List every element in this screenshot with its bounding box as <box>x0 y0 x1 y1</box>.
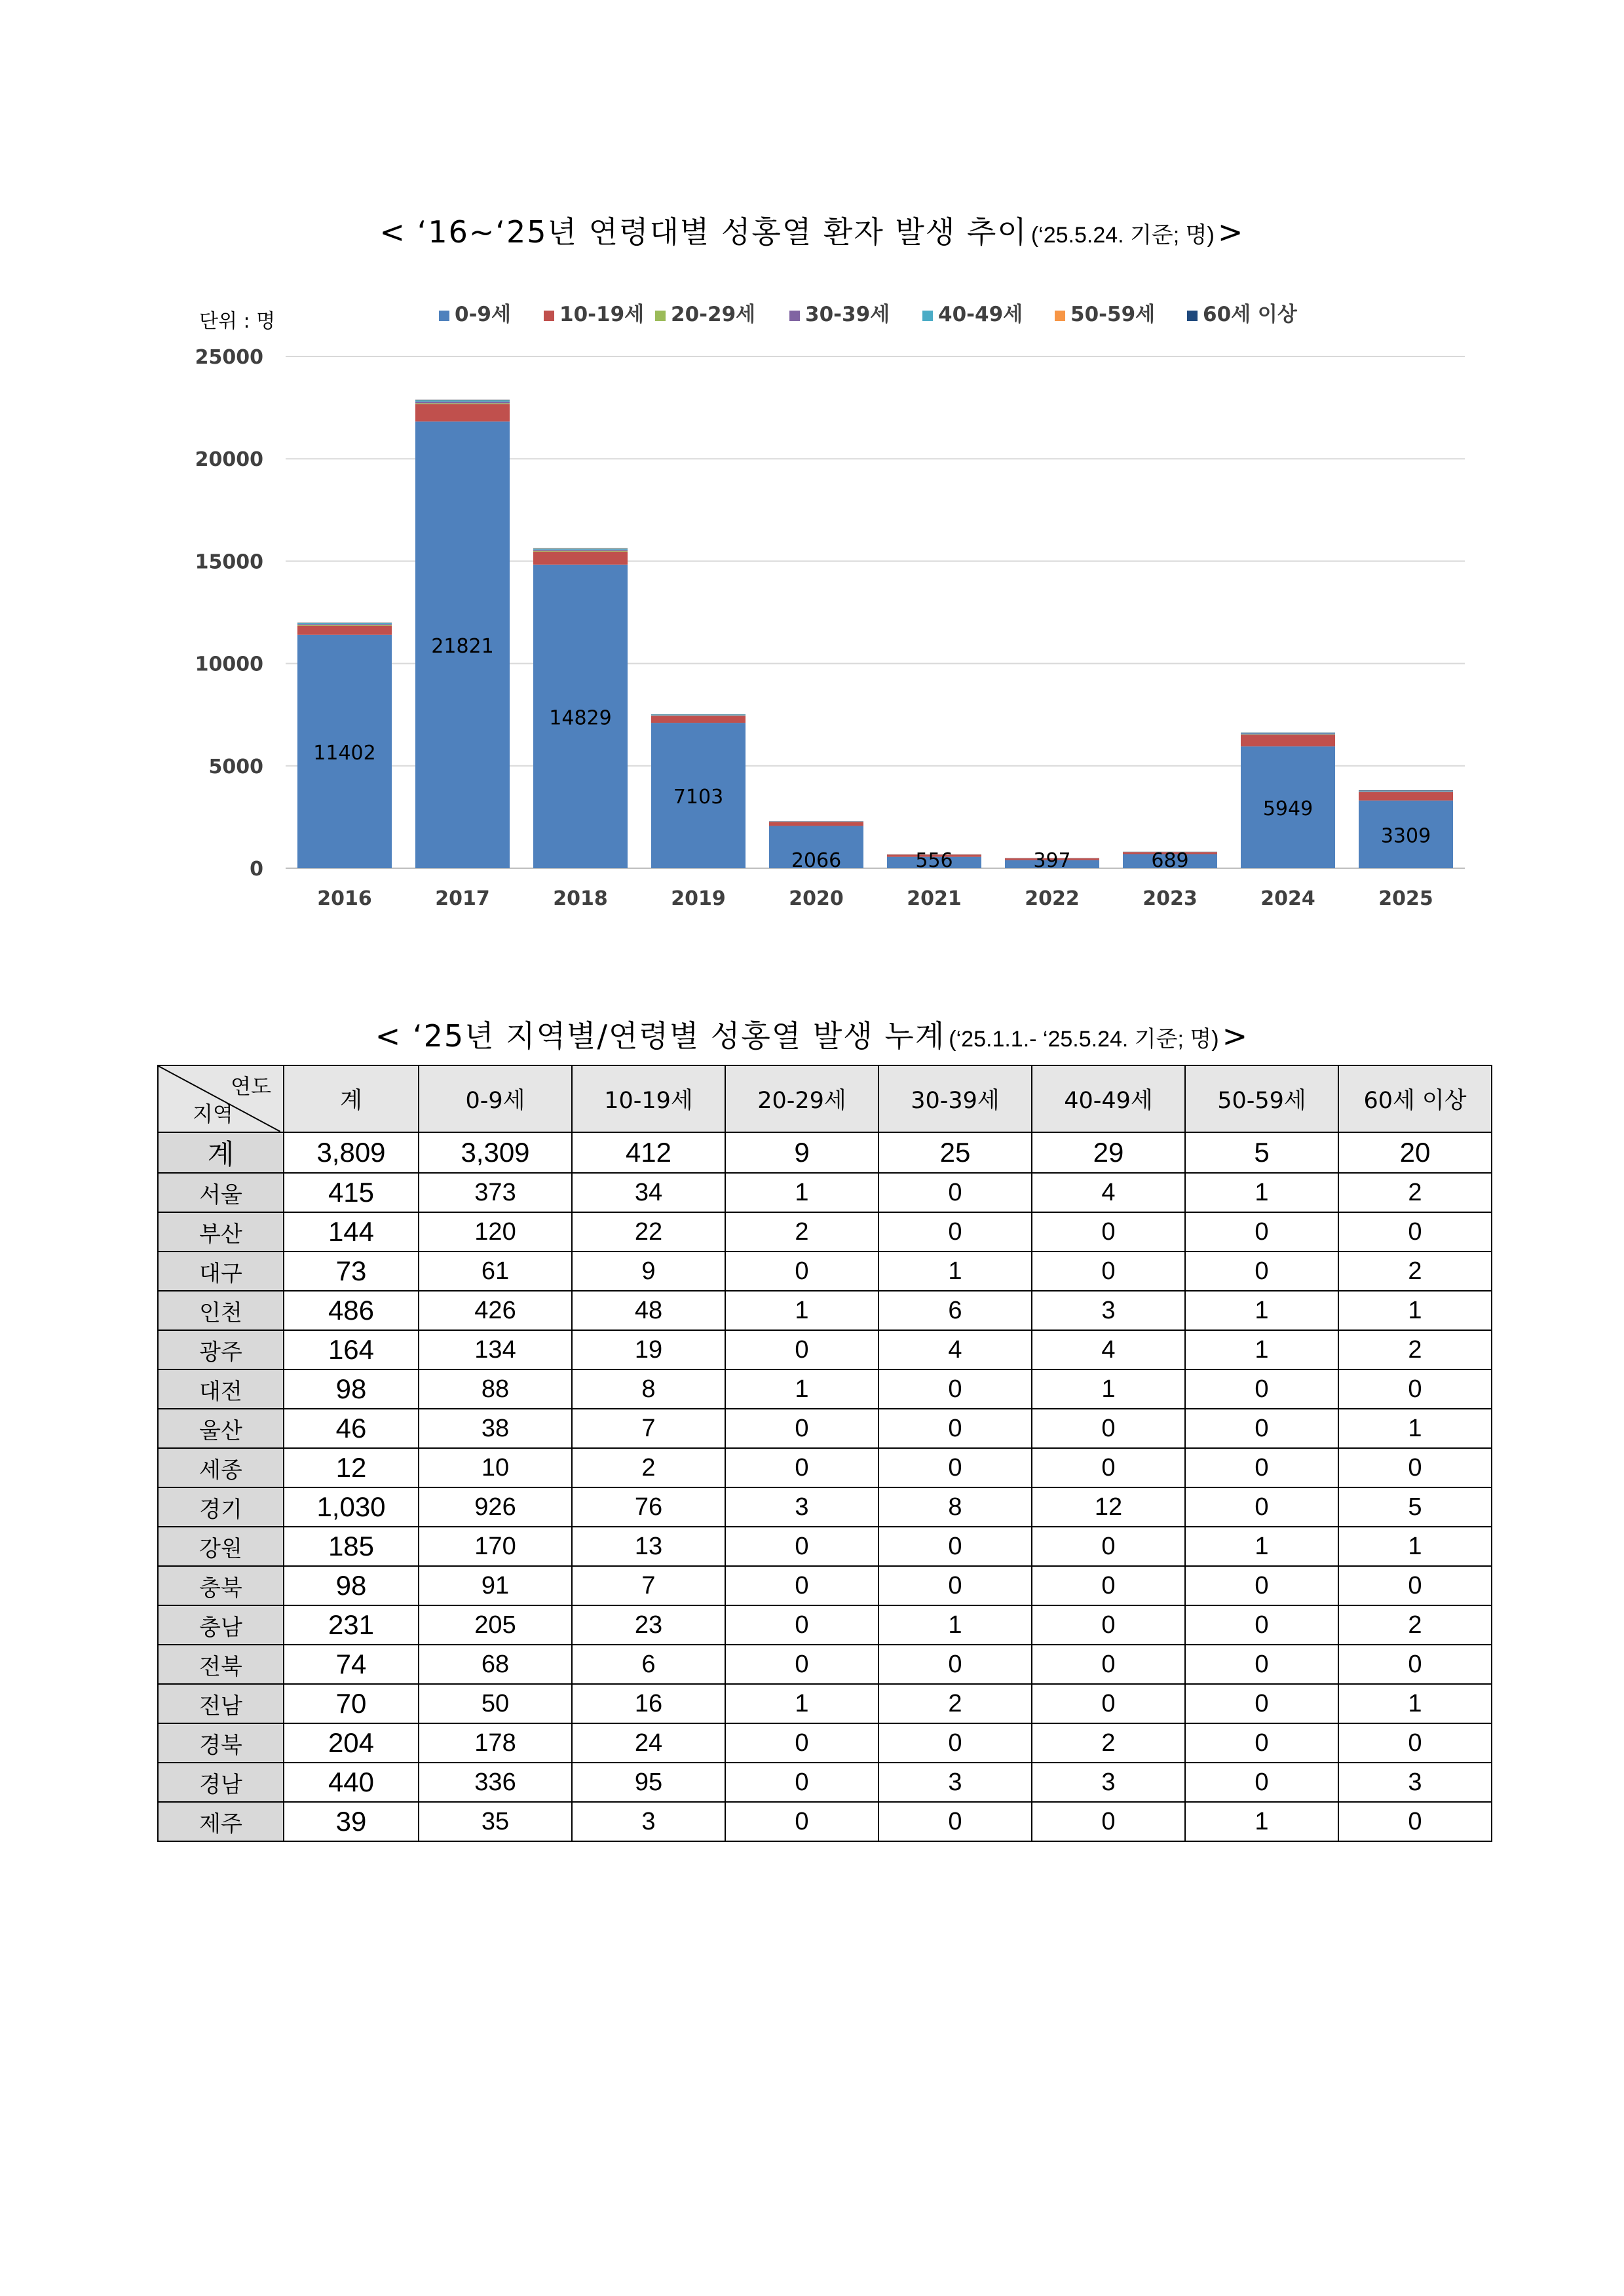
table-cell: 13 <box>572 1527 725 1566</box>
table-row <box>158 1252 1492 1291</box>
row-total-cell: 486 <box>284 1291 419 1330</box>
x-tick-label: 2020 <box>789 887 844 910</box>
table-cell: 0 <box>1185 1566 1338 1605</box>
table-row <box>158 1802 1492 1841</box>
table-cell: 4 <box>878 1330 1032 1369</box>
table-cell: 0 <box>1032 1566 1185 1605</box>
bar-segment <box>651 714 746 715</box>
table-cell: 0 <box>1338 1369 1492 1409</box>
table-cell: 0 <box>1032 1212 1185 1252</box>
row-total-cell: 39 <box>284 1802 419 1841</box>
table-cell: 29 <box>1032 1132 1185 1173</box>
header-30-39: 30-39세 <box>878 1065 1032 1132</box>
table-cell: 2 <box>1338 1252 1492 1291</box>
table-cell: 0 <box>878 1212 1032 1252</box>
table-cell: 170 <box>419 1527 572 1566</box>
table-cell: 0 <box>725 1645 878 1684</box>
table-cell: 0 <box>725 1802 878 1841</box>
table-cell: 0 <box>878 1802 1032 1841</box>
table-cell: 22 <box>572 1212 725 1252</box>
row-total-cell: 144 <box>284 1212 419 1252</box>
legend-swatch <box>1055 311 1065 321</box>
table-cell: 0 <box>1338 1802 1492 1841</box>
table-cell: 1 <box>725 1369 878 1409</box>
table-cell: 2 <box>1338 1173 1492 1212</box>
table-cell: 4 <box>1032 1173 1185 1212</box>
table-cell: 0 <box>1032 1448 1185 1487</box>
table-cell: 0 <box>1338 1645 1492 1684</box>
table-row <box>158 1487 1492 1527</box>
table-cell: 0 <box>878 1448 1032 1487</box>
row-total-cell: 185 <box>284 1527 419 1566</box>
region-name: 경기 <box>158 1487 284 1527</box>
table-row <box>158 1645 1492 1684</box>
row-total-cell: 3,809 <box>284 1132 419 1173</box>
row-total-cell: 98 <box>284 1566 419 1605</box>
table-cell: 0 <box>725 1527 878 1566</box>
bar-segment <box>1241 733 1335 734</box>
data-label: 21821 <box>431 635 494 659</box>
table-cell: 8 <box>572 1369 725 1409</box>
table-cell: 50 <box>419 1684 572 1723</box>
header-0-9: 0-9세 <box>419 1065 572 1132</box>
region-name: 대전 <box>158 1369 284 1409</box>
region-name: 강원 <box>158 1527 284 1566</box>
table-cell: 0 <box>1185 1645 1338 1684</box>
legend-swatch <box>1187 311 1198 321</box>
table-cell: 91 <box>419 1566 572 1605</box>
legend-swatch <box>789 311 800 321</box>
table-row <box>158 1291 1492 1330</box>
table-cell: 38 <box>419 1409 572 1448</box>
table-cell: 1 <box>1185 1330 1338 1369</box>
legend-swatch <box>439 311 449 321</box>
y-tick-label: 5000 <box>208 755 263 778</box>
region-name: 제주 <box>158 1802 284 1841</box>
bar-segment <box>1359 791 1453 792</box>
data-label: 14829 <box>549 706 612 730</box>
table-cell: 926 <box>419 1487 572 1527</box>
region-name: 서울 <box>158 1173 284 1212</box>
region-name: 전남 <box>158 1684 284 1723</box>
bar-segment <box>769 822 863 826</box>
x-tick-label: 2019 <box>671 887 726 910</box>
legend-swatch <box>655 311 666 321</box>
legend-label: 40-49세 <box>938 303 1023 326</box>
table-cell: 0 <box>1032 1527 1185 1566</box>
regional-table <box>157 1065 1492 1842</box>
data-label: 7103 <box>673 786 724 809</box>
table-cell: 3 <box>1032 1763 1185 1802</box>
table-cell: 0 <box>878 1173 1032 1212</box>
bar-segment <box>533 551 628 552</box>
table-cell: 0 <box>725 1723 878 1763</box>
legend-label: 60세 이상 <box>1203 303 1297 326</box>
table-cell: 7 <box>572 1566 725 1605</box>
region-name: 부산 <box>158 1212 284 1252</box>
corner-year-label: 연도 <box>231 1074 271 1099</box>
table-cell: 2 <box>725 1212 878 1252</box>
bar-segment <box>651 715 746 716</box>
bar-segment <box>1359 792 1453 801</box>
row-total-cell: 98 <box>284 1369 419 1409</box>
table-cell: 3 <box>725 1487 878 1527</box>
header-50-59: 50-59세 <box>1185 1065 1338 1132</box>
bar-segment <box>297 626 392 635</box>
table-cell: 95 <box>572 1763 725 1802</box>
table-cell: 0 <box>1032 1802 1185 1841</box>
table-cell: 0 <box>1032 1684 1185 1723</box>
legend-label: 10-19세 <box>559 303 645 326</box>
bar-segment <box>533 552 628 565</box>
table-cell: 0 <box>725 1763 878 1802</box>
chart-title-end: > <box>1217 214 1245 250</box>
table-cell: 2 <box>878 1684 1032 1723</box>
table-row <box>158 1684 1492 1723</box>
y-tick-label: 25000 <box>195 346 263 369</box>
header-40-49: 40-49세 <box>1032 1065 1185 1132</box>
table-title-end: > <box>1222 1018 1249 1054</box>
region-name: 울산 <box>158 1409 284 1448</box>
table-cell: 0 <box>1032 1645 1185 1684</box>
table-cell: 0 <box>1185 1448 1338 1487</box>
table-cell: 0 <box>1185 1212 1338 1252</box>
bar-segment <box>415 400 510 402</box>
x-tick-label: 2021 <box>907 887 962 910</box>
table-cell: 3 <box>1032 1291 1185 1330</box>
data-label: 2066 <box>791 849 842 872</box>
table-cell: 61 <box>419 1252 572 1291</box>
x-tick-label: 2017 <box>435 887 490 910</box>
table-row <box>158 1566 1492 1605</box>
unit-label: 단위 : 명 <box>199 310 276 333</box>
table-cell: 178 <box>419 1723 572 1763</box>
table-cell: 3 <box>572 1802 725 1841</box>
region-name: 충남 <box>158 1605 284 1645</box>
table-cell: 20 <box>1338 1132 1492 1173</box>
row-total-cell: 74 <box>284 1645 419 1684</box>
table-cell: 6 <box>572 1645 725 1684</box>
table-cell: 1 <box>1338 1409 1492 1448</box>
data-label: 397 <box>1033 849 1071 872</box>
bar-segment <box>651 716 746 723</box>
bar-segment <box>533 548 628 549</box>
x-tick-label: 2022 <box>1025 887 1080 910</box>
table-cell: 0 <box>725 1566 878 1605</box>
region-name: 계 <box>158 1132 284 1173</box>
table-cell: 0 <box>1338 1212 1492 1252</box>
region-name: 충북 <box>158 1566 284 1605</box>
y-tick-label: 15000 <box>195 550 263 574</box>
region-name: 경북 <box>158 1723 284 1763</box>
table-cell: 3 <box>1338 1763 1492 1802</box>
table-cell: 48 <box>572 1291 725 1330</box>
region-name: 세종 <box>158 1448 284 1487</box>
table-cell: 0 <box>1032 1409 1185 1448</box>
table-cell: 1 <box>878 1605 1032 1645</box>
table-cell: 9 <box>572 1252 725 1291</box>
table-cell: 1 <box>878 1252 1032 1291</box>
header-total: 계 <box>284 1065 419 1132</box>
data-label: 11402 <box>313 741 376 765</box>
table-cell: 25 <box>878 1132 1032 1173</box>
row-total-cell: 12 <box>284 1448 419 1487</box>
table-cell: 0 <box>878 1723 1032 1763</box>
header-20-29: 20-29세 <box>725 1065 878 1132</box>
bar-segment <box>415 403 510 404</box>
table-cell: 9 <box>725 1132 878 1173</box>
y-tick-label: 10000 <box>195 653 263 676</box>
table-cell: 35 <box>419 1802 572 1841</box>
x-tick-label: 2023 <box>1142 887 1198 910</box>
table-cell: 1 <box>1338 1527 1492 1566</box>
table-cell: 0 <box>878 1369 1032 1409</box>
region-name: 대구 <box>158 1252 284 1291</box>
legend-swatch <box>922 311 933 321</box>
table-cell: 134 <box>419 1330 572 1369</box>
region-name: 전북 <box>158 1645 284 1684</box>
table-cell: 10 <box>419 1448 572 1487</box>
table-cell: 0 <box>878 1566 1032 1605</box>
table-cell: 0 <box>725 1409 878 1448</box>
table-row <box>158 1330 1492 1369</box>
legend-label: 20-29세 <box>671 303 756 326</box>
table-cell: 1 <box>1338 1291 1492 1330</box>
x-tick-label: 2016 <box>317 887 372 910</box>
region-name: 광주 <box>158 1330 284 1369</box>
bar-segment <box>297 624 392 625</box>
table-cell: 0 <box>878 1645 1032 1684</box>
data-label: 5949 <box>1262 797 1313 821</box>
table-cell: 0 <box>725 1330 878 1369</box>
table-row <box>158 1173 1492 1212</box>
table-cell: 412 <box>572 1132 725 1173</box>
table-cell: 19 <box>572 1330 725 1369</box>
row-total-cell: 73 <box>284 1252 419 1291</box>
corner-cell <box>158 1065 284 1132</box>
table-cell: 0 <box>1185 1763 1338 1802</box>
table-cell: 336 <box>419 1763 572 1802</box>
chart-title <box>0 208 1624 252</box>
table-cell: 34 <box>572 1173 725 1212</box>
region-name: 인천 <box>158 1291 284 1330</box>
row-total-cell: 164 <box>284 1330 419 1369</box>
row-total-cell: 231 <box>284 1605 419 1645</box>
table-cell: 0 <box>1338 1448 1492 1487</box>
table-total-row <box>158 1132 1492 1173</box>
stacked-bar-chart <box>183 295 1467 924</box>
table-row <box>158 1723 1492 1763</box>
corner-region-label: 지역 <box>193 1101 233 1126</box>
table-cell: 0 <box>1338 1723 1492 1763</box>
table-cell: 205 <box>419 1605 572 1645</box>
table-cell: 1 <box>1338 1684 1492 1723</box>
table-row <box>158 1527 1492 1566</box>
table-cell: 2 <box>572 1448 725 1487</box>
table-cell: 1 <box>1032 1369 1185 1409</box>
table-cell: 1 <box>1185 1173 1338 1212</box>
table-title <box>0 1012 1624 1056</box>
bar-segment <box>1359 790 1453 791</box>
data-label: 3309 <box>1380 824 1431 848</box>
table-cell: 426 <box>419 1291 572 1330</box>
header-60-plus: 60세 이상 <box>1338 1065 1492 1132</box>
table-cell: 0 <box>1185 1684 1338 1723</box>
table-cell: 1 <box>725 1173 878 1212</box>
table-row <box>158 1605 1492 1645</box>
table-cell: 0 <box>725 1448 878 1487</box>
table-cell: 23 <box>572 1605 725 1645</box>
table-cell: 1 <box>1185 1527 1338 1566</box>
table-cell: 0 <box>1032 1252 1185 1291</box>
header-10-19: 10-19세 <box>572 1065 725 1132</box>
table-cell: 3 <box>878 1763 1032 1802</box>
data-label: 556 <box>915 849 953 872</box>
x-tick-label: 2018 <box>553 887 608 910</box>
table-cell: 0 <box>878 1527 1032 1566</box>
data-label: 689 <box>1151 849 1189 872</box>
table-cell: 2 <box>1338 1330 1492 1369</box>
table-cell: 0 <box>1185 1369 1338 1409</box>
bar-segment <box>415 404 510 422</box>
table-cell: 373 <box>419 1173 572 1212</box>
x-tick-label: 2024 <box>1260 887 1315 910</box>
table-header-row <box>158 1065 1492 1132</box>
bar-segment <box>415 402 510 403</box>
table-row <box>158 1369 1492 1409</box>
table-cell: 1 <box>725 1684 878 1723</box>
table-cell: 8 <box>878 1487 1032 1527</box>
row-total-cell: 440 <box>284 1763 419 1802</box>
bar-segment <box>533 550 628 551</box>
table-cell: 0 <box>1185 1409 1338 1448</box>
row-total-cell: 204 <box>284 1723 419 1763</box>
table-cell: 68 <box>419 1645 572 1684</box>
table-cell: 0 <box>1185 1252 1338 1291</box>
table-cell: 0 <box>725 1605 878 1645</box>
table-cell: 3,309 <box>419 1132 572 1173</box>
table-row <box>158 1448 1492 1487</box>
table-cell: 0 <box>1032 1605 1185 1645</box>
table-cell: 24 <box>572 1723 725 1763</box>
bar-segment <box>297 625 392 626</box>
table-cell: 6 <box>878 1291 1032 1330</box>
table-title-main: < ‘25년 지역별/연령별 성홍열 발생 누계 <box>375 1018 946 1054</box>
table-cell: 1 <box>1185 1802 1338 1841</box>
table-cell: 0 <box>1185 1605 1338 1645</box>
chart-title-main: < ‘16~‘25년 연령대별 성홍열 환자 발생 추이 <box>379 214 1028 250</box>
legend-label: 0-9세 <box>455 303 511 326</box>
table-row <box>158 1409 1492 1448</box>
table-cell: 2 <box>1032 1723 1185 1763</box>
y-tick-label: 0 <box>250 858 263 881</box>
legend-label: 30-39세 <box>805 303 890 326</box>
table-cell: 1 <box>725 1291 878 1330</box>
table-cell: 5 <box>1185 1132 1338 1173</box>
table-cell: 76 <box>572 1487 725 1527</box>
region-name: 경남 <box>158 1763 284 1802</box>
table-cell: 16 <box>572 1684 725 1723</box>
table-cell: 88 <box>419 1369 572 1409</box>
table-cell: 7 <box>572 1409 725 1448</box>
table-title-sub: (‘25.1.1.- ‘25.5.24. 기준; 명) <box>949 1027 1219 1052</box>
table-cell: 120 <box>419 1212 572 1252</box>
table-cell: 1 <box>1185 1291 1338 1330</box>
table-cell: 0 <box>1338 1566 1492 1605</box>
table-cell: 12 <box>1032 1487 1185 1527</box>
table-cell: 0 <box>878 1409 1032 1448</box>
legend-swatch <box>544 311 554 321</box>
chart-title-sub: (‘25.5.24. 기준; 명) <box>1030 223 1215 248</box>
row-total-cell: 46 <box>284 1409 419 1448</box>
y-tick-label: 20000 <box>195 448 263 472</box>
x-tick-label: 2025 <box>1378 887 1433 910</box>
table-row <box>158 1212 1492 1252</box>
bar-segment <box>297 623 392 624</box>
row-total-cell: 1,030 <box>284 1487 419 1527</box>
table-cell: 5 <box>1338 1487 1492 1527</box>
row-total-cell: 70 <box>284 1684 419 1723</box>
row-total-cell: 415 <box>284 1173 419 1212</box>
table-cell: 0 <box>725 1252 878 1291</box>
table-cell: 0 <box>1185 1487 1338 1527</box>
table-cell: 2 <box>1338 1605 1492 1645</box>
table-row <box>158 1763 1492 1802</box>
table-cell: 0 <box>1185 1723 1338 1763</box>
table-cell: 4 <box>1032 1330 1185 1369</box>
bar-segment <box>1241 735 1335 746</box>
legend-label: 50-59세 <box>1070 303 1156 326</box>
